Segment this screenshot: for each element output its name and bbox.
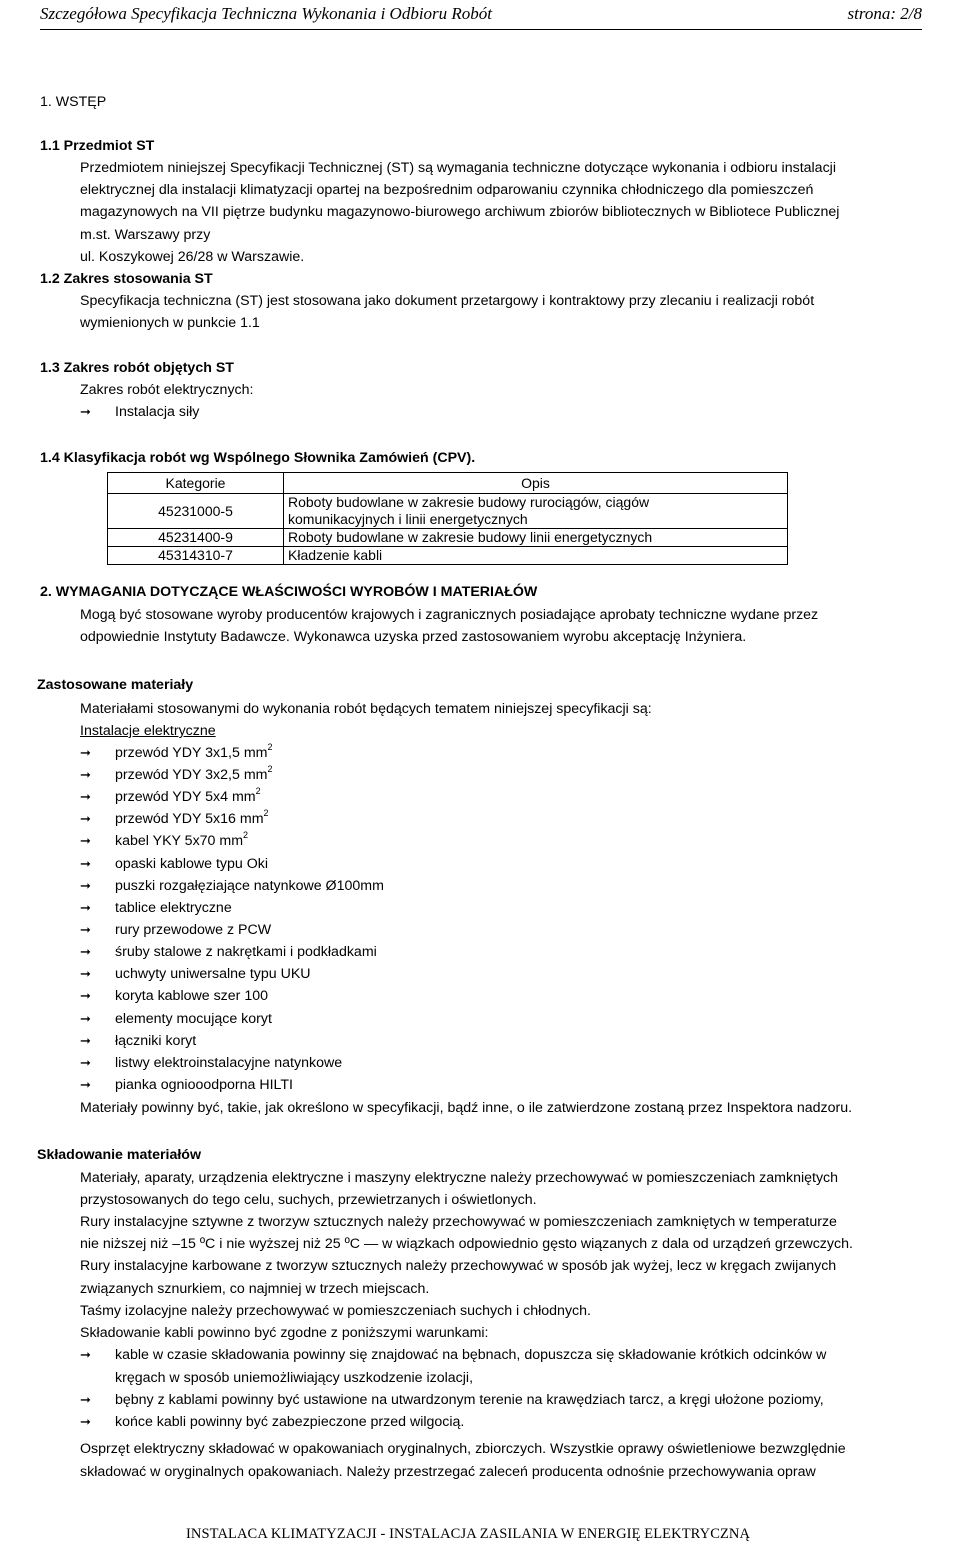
list-item: ➞ listwy elektroinstalacyjne natynkowe — [80, 1055, 343, 1071]
arrow-icon: ➞ — [80, 833, 91, 848]
list-item: ➞ przewód YDY 3x2,5 $mm^2$ — [80, 764, 273, 783]
sec11-line: Przedmiotem niniejszej Specyfikacji Technicznej (ST) są wymagania techniczne dotyczące wykonania i odbioru instalacji — [80, 160, 836, 176]
list-item: ➞ kabel YKY 5x70 $mm^2$ — [80, 830, 249, 849]
sec11-line: elektrycznej dla instalacji klimatyzacji opartej na bezpośrednim odparowaniu czynnika chłodniczego dla pomieszczeń — [80, 182, 814, 198]
materials-closing: Materiały powinny być, takie, jak określono w specyfikacji, bądź inne, o ile zatwierdzone zostaną przez Inspektora nadzoru. — [80, 1100, 853, 1116]
storage-line: Taśmy izolacyjne należy przechowywać w pomieszczeniach suchych i chłodnych. — [80, 1303, 591, 1319]
header-title: Szczegółowa Specyfikacja Techniczna Wykonania i Odbioru Robót — [40, 4, 493, 23]
sec12-line: Specyfikacja techniczna (ST) jest stosowana jako dokument przetargowy i kontraktowy przy zlecaniu i realizacji robót — [80, 293, 815, 309]
list-item: ➞ uchwyty uniwersalne typu UKU — [80, 966, 311, 982]
arrow-icon: ➞ — [80, 1347, 91, 1362]
list-item: ➞ elementy mocujące koryt — [80, 1011, 272, 1027]
storage-line: związanych sznurkiem, co najmniej w trzech miejscach. — [80, 1281, 430, 1297]
sec12-line: wymienionych w punkcie 1.1 — [80, 315, 260, 331]
arrow-icon: ➞ — [80, 1414, 91, 1429]
page-header — [40, 2, 922, 30]
list-item-continuation: kręgach w sposób uniemożliwiający uszkodzenie izolacji, — [115, 1370, 474, 1386]
table-header: Opis — [284, 473, 788, 494]
storage-final-line: składować w oryginalnych opakowaniach. Należy przestrzegać zaleceń producenta odnośnie przechowywania opraw — [80, 1464, 816, 1480]
arrow-icon: ➞ — [80, 878, 91, 893]
arrow-icon: ➞ — [80, 767, 91, 782]
storage-line: Rury instalacyjne sztywne z tworzyw sztucznych należy przechowywać w pomieszczeniach zamkniętych w temperaturze — [80, 1214, 837, 1230]
arrow-icon: ➞ — [80, 1011, 91, 1026]
list-item: ➞ rury przewodowe z PCW — [80, 922, 272, 938]
list-item: ➞ opaski kablowe typu Oki — [80, 856, 268, 872]
cpv-table — [107, 472, 788, 565]
arrow-icon: ➞ — [80, 1033, 91, 1048]
list-item: ➞ tablice elektryczne — [80, 900, 232, 916]
table-row: 45231000-5 Roboty budowlane w zakresie budowy rurociągów, ciągów komunikacyjnych i linii energetycznych — [108, 494, 788, 529]
arrow-icon: ➞ — [80, 1392, 91, 1407]
section-1-1-title: 1.1 Przedmiot ST — [40, 138, 155, 154]
materials-title: Zastosowane materiały — [37, 677, 194, 693]
list-item: ➞ łączniki koryt — [80, 1033, 197, 1049]
arrow-icon: ➞ — [80, 966, 91, 981]
sec13-subtitle: Zakres robót elektrycznych: — [80, 382, 254, 398]
storage-final-line: Osprzęt elektryczny składować w opakowaniach oryginalnych, zbiorczych. Wszystkie oprawy oświetleniowe bezwzględnie — [80, 1441, 846, 1457]
materials-subhead: Instalacje elektryczne — [80, 723, 216, 739]
list-item: ➞ kable w czasie składowania powinny się znajdować na bębnach, dopuszcza się składowanie krótkich odcinków w — [80, 1347, 827, 1363]
list-item: ➞ pianka ogniooodporna HILTI — [80, 1077, 293, 1093]
sec11-line: m.st. Warszawy przy — [80, 227, 211, 243]
section-1-4-title: 1.4 Klasyfikacja robót wg Wspólnego Słownika Zamówień (CPV). — [40, 450, 476, 466]
sec11-line: magazynowych na VII piętrze budynku magazynowo-biurowego archiwum zbiorów bibliotecznych w Bibliotece Publicznej — [80, 204, 840, 220]
list-item: ➞ puszki rozgałęziające natynkowe Ø100mm — [80, 878, 384, 894]
arrow-icon: ➞ — [80, 1055, 91, 1070]
list-item: ➞ przewód YDY 5x4 $mm^2$ — [80, 786, 261, 805]
arrow-icon: ➞ — [80, 922, 91, 937]
arrow-icon: ➞ — [80, 856, 91, 871]
storage-line: Składowanie kabli powinno być zgodne z poniższymi warunkami: — [80, 1325, 489, 1341]
list-item: ➞ koryta kablowe szer 100 — [80, 988, 268, 1004]
list-item: ➞ śruby stalowe z nakrętkami i podkładkami — [80, 944, 377, 960]
table-header: Kategorie — [108, 473, 284, 494]
materials-intro: Materiałami stosowanymi do wykonania robót będących tematem niniejszej specyfikacji są: — [80, 701, 652, 717]
table-row: 45231400-9 Roboty budowlane w zakresie budowy linii energetycznych — [108, 529, 788, 547]
page-number: strona: 2/8 — [847, 4, 922, 23]
storage-title: Składowanie materiałów — [37, 1147, 202, 1163]
section-1-3-title: 1.3 Zakres robót objętych ST — [40, 360, 234, 376]
table-row: 45314310-7 Kładzenie kabli — [108, 547, 788, 565]
storage-line: przystosowanych do tego celu, suchych, przewietrzanych i oświetlonych. — [80, 1192, 537, 1208]
storage-line: Materiały, aparaty, urządzenia elektryczne i maszyny elektryczne należy przechowywać w pomieszczeniach zamkniętych — [80, 1170, 839, 1186]
storage-line: Rury instalacyjne karbowane z tworzyw sztucznych należy przechowywać w sposób jak wyżej, lecz w kręgach zwijanych — [80, 1258, 837, 1274]
sec2-line: Mogą być stosowane wyroby producentów krajowych i zagranicznych posiadające aprobaty techniczne wydane przez — [80, 607, 819, 623]
list-item: ➞ bębny z kablami powinny być ustawione na utwardzonym terenie na krawędziach tarcz, a kręgi ułożone poziomy, — [80, 1392, 824, 1408]
arrow-icon: ➞ — [80, 811, 91, 826]
sec11-line: ul. Koszykowej 26/28 w Warszawie. — [80, 249, 305, 265]
storage-line: nie niższej niż –15 ºC i nie wyższej niż 25 ºC — w wiązkach odpowiednio gęsto wiązanych z dala od urządzeń grzewczych. — [80, 1236, 853, 1252]
page-footer: INSTALACA KLIMATYZACJI - INSTALACJA ZASILANIA W ENERGIĘ ELEKTRYCZNĄ — [186, 1526, 751, 1542]
arrow-icon: ➞ — [80, 988, 91, 1003]
arrow-icon: ➞ — [80, 944, 91, 959]
section-1-title: 1. WSTĘP — [40, 94, 107, 110]
section-2-title: 2. WYMAGANIA DOTYCZĄCE WŁAŚCIWOŚCI WYROBÓW I MATERIAŁÓW — [40, 584, 538, 600]
arrow-icon: ➞ — [80, 404, 91, 419]
list-item: ➞ Instalacja siły — [80, 404, 200, 420]
section-1-2-title: 1.2 Zakres stosowania ST — [40, 271, 213, 287]
arrow-icon: ➞ — [80, 900, 91, 915]
arrow-icon: ➞ — [80, 1077, 91, 1092]
list-item: ➞ przewód YDY 5x16 $mm^2$ — [80, 808, 269, 827]
arrow-icon: ➞ — [80, 745, 91, 760]
list-item: ➞ przewód YDY 3x1,5 $mm^2$ — [80, 742, 273, 761]
sec2-line: odpowiednie Instytuty Badawcze. Wykonawca uzyska przed zastosowaniem wyrobu akceptację Inżyniera. — [80, 629, 747, 645]
arrow-icon: ➞ — [80, 789, 91, 804]
list-item: ➞ końce kabli powinny być zabezpieczone przed wilgocią. — [80, 1414, 465, 1430]
